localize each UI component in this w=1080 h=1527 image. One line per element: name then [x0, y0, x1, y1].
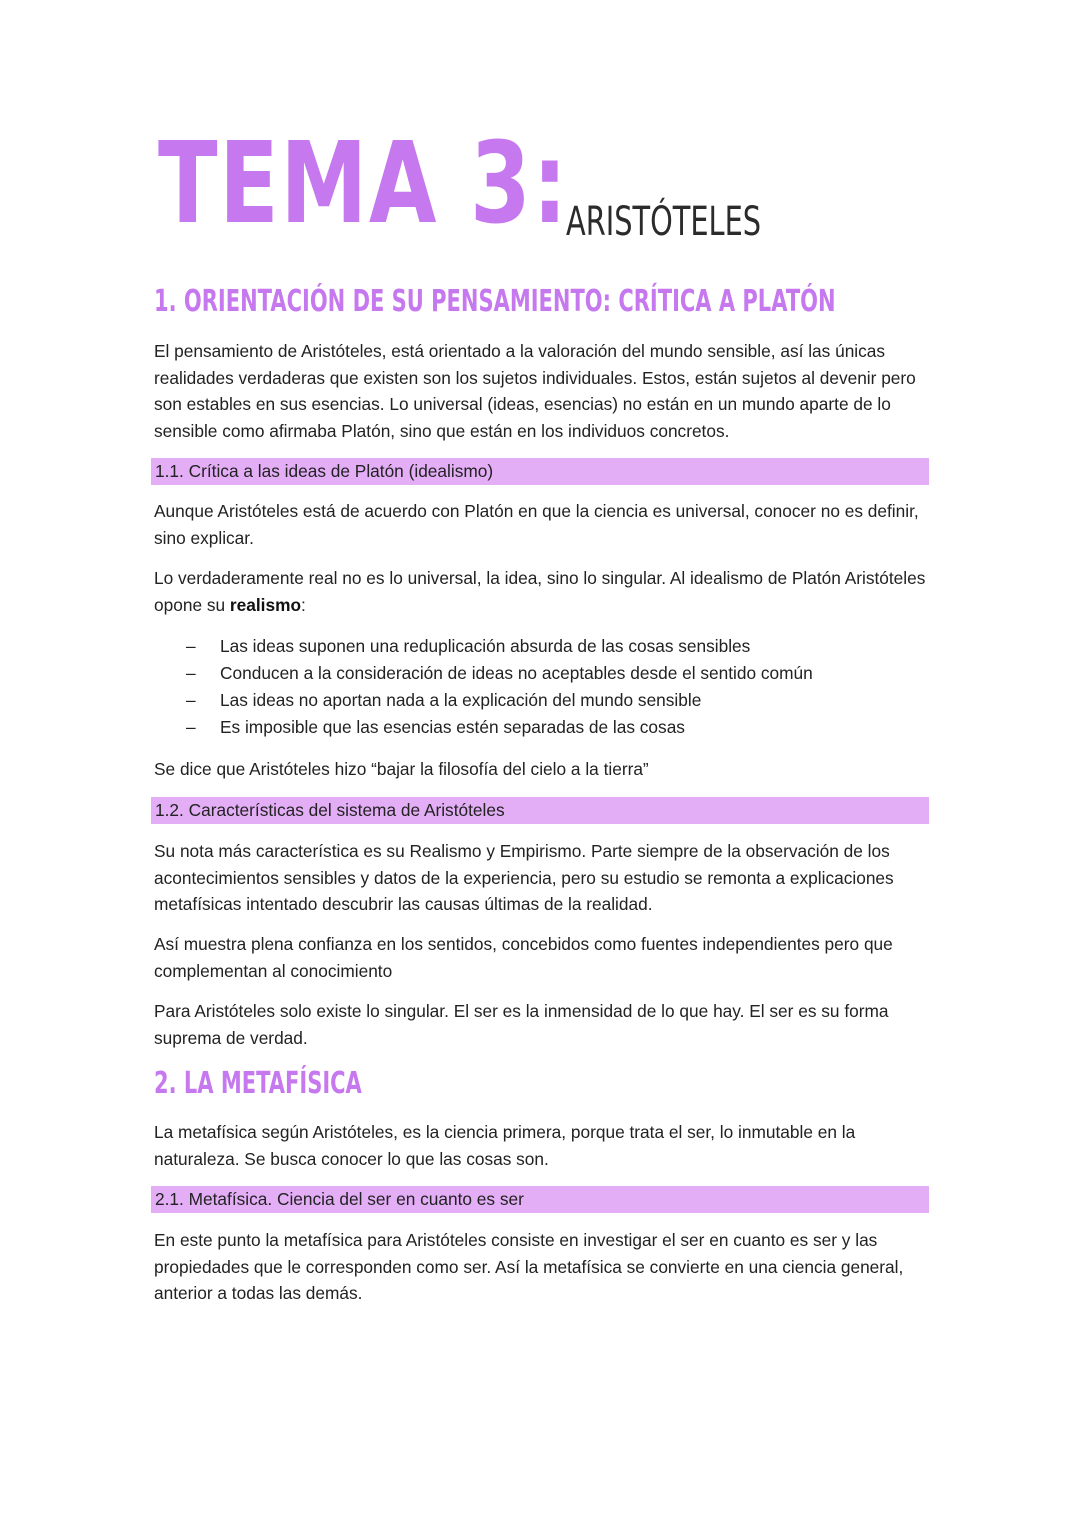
section-1-intro: El pensamiento de Aristóteles, está orientado a la valoración del mundo sensible, así las únicas realidades verdaderas que existen son los sujetos individuales. Estos, están sujetos al devenir pero son estables en sus esencias. Lo universal (ideas, esencias) no están en un mundo aparte de lo sensible como afirmaba Platón, sino que están en los individuos concretos. — [154, 341, 916, 441]
subsection-1-1-paragraph-2 — [154, 565, 934, 618]
list-item-text: Conducen a la consideración de ideas no aceptables desde el sentido común — [220, 663, 813, 683]
subsection-1-2-paragraph-3: Para Aristóteles solo existe lo singular. El ser es la inmensidad de lo que hay. El ser es su forma suprema de verdad. — [154, 1001, 889, 1048]
list-item — [186, 633, 906, 660]
document-title: TEMA 3: — [158, 119, 569, 249]
section-2-heading: 2. LA METAFÍSICA — [154, 1066, 362, 1101]
dash-marker: – — [186, 636, 196, 656]
subsection-1-2-paragraph-1: Su nota más característica es su Realismo y Empirismo. Parte siempre de la observación de los acontecimientos sensibles y datos de la experiencia, pero su estudio se remonta a explicaciones metafísicas intentado descubrir las causas últimas de la realidad. — [154, 841, 894, 914]
subsection-1-2-heading: 1.2. Características del sistema de Aristóteles — [155, 800, 505, 820]
subsection-1-1-paragraph-1: Aunque Aristóteles está de acuerdo con Platón en que la ciencia es universal, conocer no es definir, sino explicar. — [154, 501, 919, 548]
subsection-1-2-band — [151, 797, 929, 824]
dash-marker: – — [186, 690, 196, 710]
paragraph-2-colon: : — [301, 594, 306, 615]
realismo-bold: realismo — [229, 594, 302, 615]
section-1-heading: 1. ORIENTACIÓN DE SU PENSAMIENTO: CRÍTICA A PLATÓN — [154, 284, 836, 319]
paragraph-2-text: Lo verdaderamente real no es lo universal, la idea, sino lo singular. Al idealismo de Platón Aristóteles opone su — [154, 568, 926, 615]
list-item-text: Las ideas suponen una reduplicación absurda de las cosas sensibles — [220, 636, 751, 656]
list-item — [186, 714, 906, 741]
dash-marker: – — [186, 663, 196, 683]
document-subtitle: ARISTÓTELES — [566, 199, 762, 245]
subsection-1-1-band — [151, 458, 929, 485]
section-2-intro: La metafísica según Aristóteles, es la ciencia primera, porque trata el ser, lo inmutable en la naturaleza. Se busca conocer lo que las cosas son. — [154, 1122, 856, 1169]
subsection-1-1-paragraph-3: Se dice que Aristóteles hizo “bajar la filosofía del cielo a la tierra” — [154, 759, 649, 779]
list-item-text: Es imposible que las esencias estén separadas de las cosas — [220, 717, 685, 737]
critique-list — [186, 633, 906, 741]
subsection-2-1-paragraph-1: En este punto la metafísica para Aristóteles consiste en investigar el ser en cuanto es ser y las propiedades que le corresponden como ser. Así la metafísica se convierte en una ciencia general, anterior a todas las demás. — [154, 1230, 904, 1303]
list-item — [186, 687, 906, 714]
dash-marker: – — [186, 717, 196, 737]
subsection-1-1-heading: 1.1. Crítica a las ideas de Platón (idealismo) — [155, 461, 494, 481]
subsection-1-2-paragraph-2: Así muestra plena confianza en los sentidos, concebidos como fuentes independientes pero que complementan al conocimiento — [154, 934, 893, 981]
list-item — [186, 660, 906, 687]
list-item-text: Las ideas no aportan nada a la explicación del mundo sensible — [220, 690, 702, 710]
subsection-2-1-heading: 2.1. Metafísica. Ciencia del ser en cuanto es ser — [155, 1189, 524, 1209]
subsection-2-1-band — [151, 1186, 929, 1213]
